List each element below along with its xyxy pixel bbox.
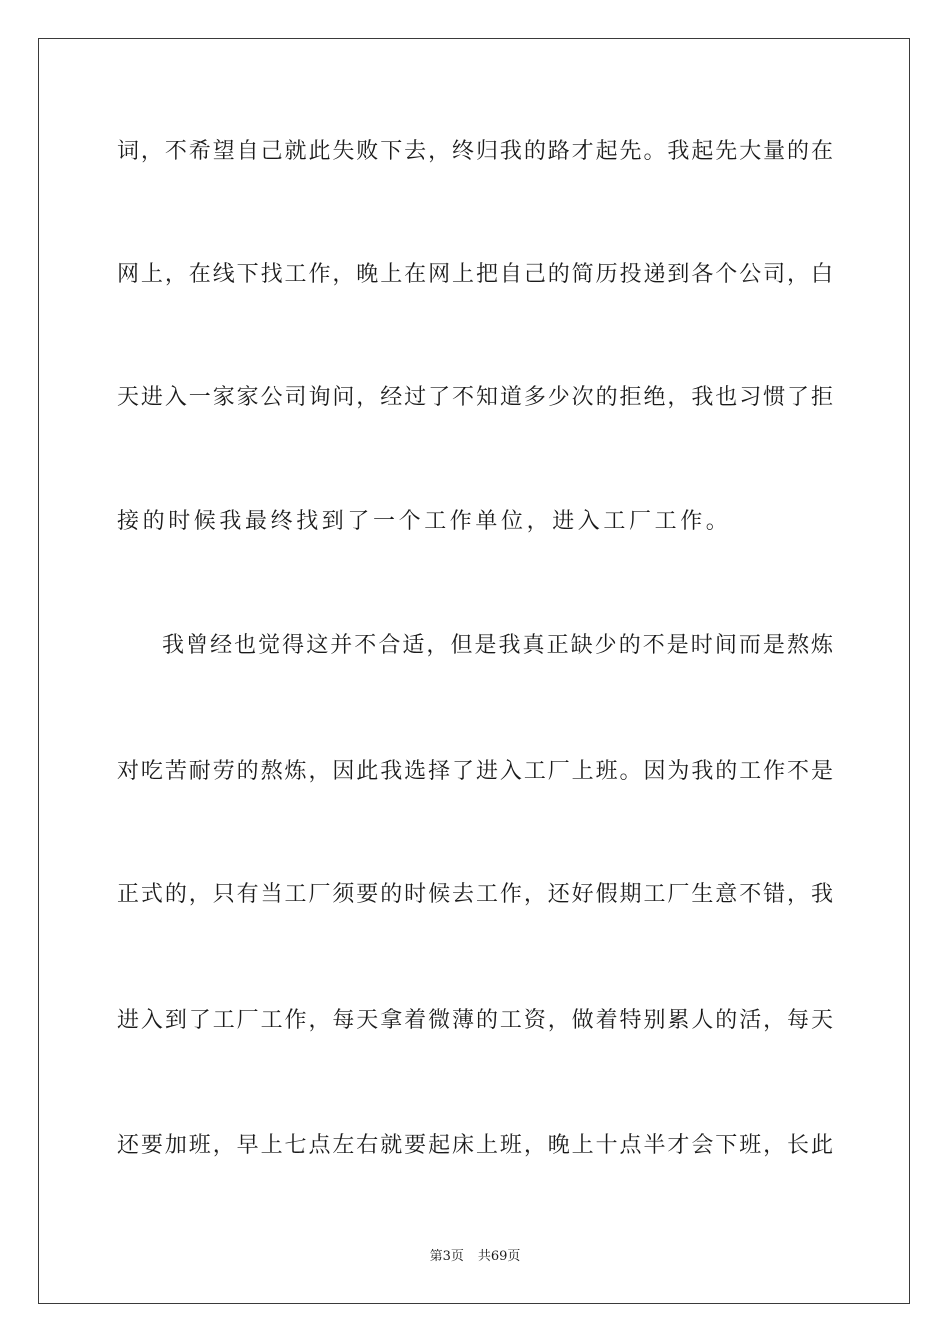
text-line: 词，不希望自己就此失败下去，终归我的路才起先。我起先大量的在 — [117, 139, 833, 164]
page-number: 第3页 — [429, 1249, 464, 1264]
text-line: 还要加班，早上七点左右就要起床上班，晚上十点半才会下班，长此 — [117, 1133, 833, 1158]
page-total: 共69页 — [477, 1249, 521, 1264]
text-line: 正式的，只有当工厂须要的时候去工作，还好假期工厂生意不错，我 — [117, 882, 833, 907]
page-footer — [0, 1248, 950, 1266]
text-line: 进入到了工厂工作，每天拿着微薄的工资，做着特别累人的活，每天 — [117, 1008, 833, 1033]
text-line: 接的时候我最终找到了一个工作单位，进入工厂工作。 — [117, 509, 732, 534]
page-border — [38, 38, 910, 1304]
text-line: 对吃苦耐劳的熬炼，因此我选择了进入工厂上班。因为我的工作不是 — [117, 759, 833, 784]
paragraph-first-line: 我曾经也觉得这并不合适，但是我真正缺少的不是时间而是熬炼 — [162, 633, 833, 658]
text-line: 网上，在线下找工作，晚上在网上把自己的简历投递到各个公司，白 — [117, 262, 833, 287]
text-line: 天进入一家家公司询问，经过了不知道多少次的拒绝，我也习惯了拒 — [117, 385, 833, 410]
